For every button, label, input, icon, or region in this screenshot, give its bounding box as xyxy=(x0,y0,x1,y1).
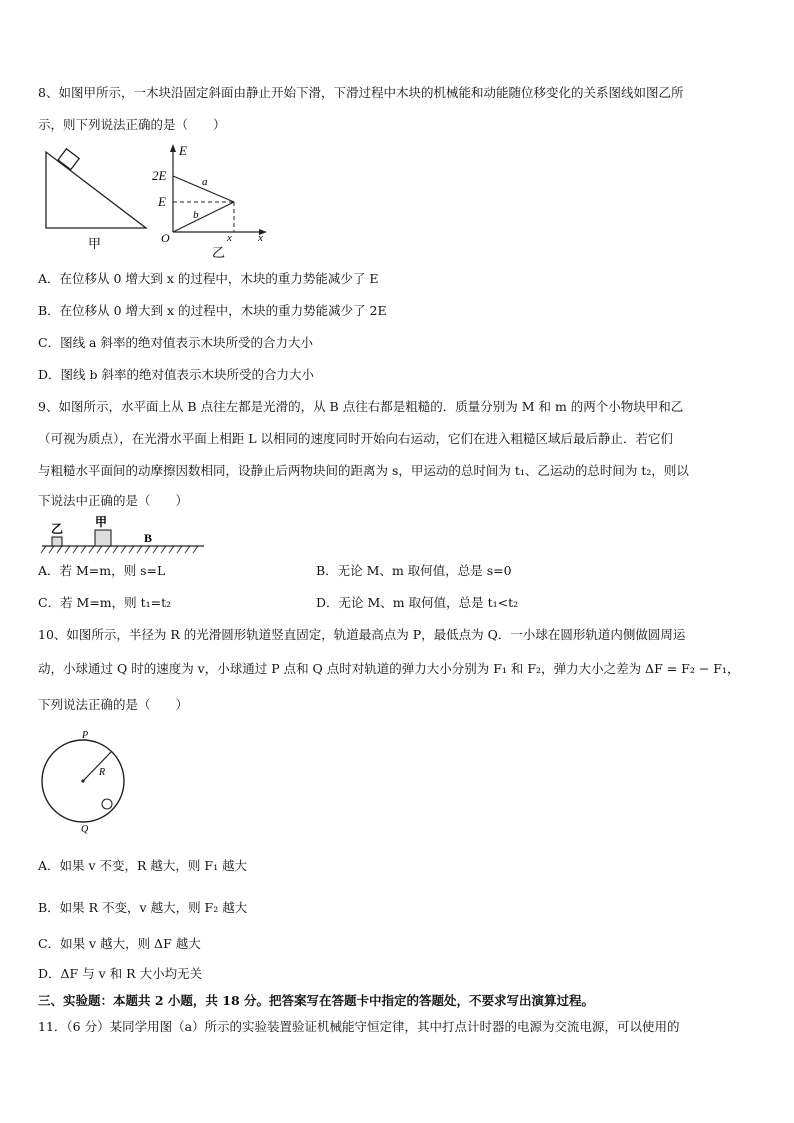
q9-stem-line1: 9、如图所示，水平面上从 B 点往左都是光滑的，从 B 点往右都是粗糙的．质量分别为 M 和 m 的两个小物块甲和乙 xyxy=(38,399,684,414)
q8-stem-line2: 示，则下列说法正确的是（ ） xyxy=(38,117,226,132)
svg-text:2E: 2E xyxy=(152,168,167,183)
svg-text:x: x xyxy=(227,232,232,244)
q9-option-a: A．若 M=m，则 s=L xyxy=(38,563,166,578)
q10-figure-circle xyxy=(38,728,128,836)
q10-option-d: D．ΔF 与 v 和 R 大小均无关 xyxy=(38,966,203,981)
q9-stem-line4: 下说法中正确的是（ ） xyxy=(38,493,189,508)
q11-stem-line1: 11．（6 分）某同学用图（a）所示的实验装置验证机械能守恒定律，其中打点计时器的电源为交流电源，可以使用的 xyxy=(38,1019,680,1034)
q8-fig-jia-label: 甲 xyxy=(88,236,102,251)
q9-stem-line3: 与粗糙水平面间的动摩擦因数相同，设静止后两物块间的距离为 s，甲运动的总时间为 t₁、乙运动的总时间为 t₂，则以 xyxy=(38,463,689,478)
q10-option-c: C．如果 v 越大，则 ΔF 越大 xyxy=(38,936,201,951)
q8-figure-graph xyxy=(150,140,275,262)
q8-option-b: B．在位移从 0 增大到 x 的过程中，木块的重力势能减少了 2E xyxy=(38,303,387,318)
q8-option-a: A．在位移从 0 增大到 x 的过程中，木块的重力势能减少了 E xyxy=(38,271,379,286)
svg-text:甲: 甲 xyxy=(95,515,108,529)
svg-text:B: B xyxy=(144,531,153,545)
q8-option-c: C．图线 a 斜率的绝对值表示木块所受的合力大小 xyxy=(38,335,313,350)
q9-option-b: B．无论 M、m 取何值，总是 s=0 xyxy=(316,563,512,578)
q9-figure xyxy=(38,510,210,556)
q8-figure-incline xyxy=(38,146,150,254)
q10-option-b: B．如果 R 不变，v 越大，则 F₂ 越大 xyxy=(38,900,248,915)
small-ball xyxy=(102,799,112,809)
q10-option-a: A．如果 v 不变，R 越大，则 F₁ 越大 xyxy=(38,858,248,873)
svg-text:O: O xyxy=(161,231,170,245)
svg-text:Q: Q xyxy=(81,824,89,835)
q9-option-d: D．无论 M、m 取何值，总是 t₁<t₂ xyxy=(316,595,519,610)
svg-text:x: x xyxy=(258,232,263,244)
block-jia xyxy=(95,530,111,546)
svg-text:E: E xyxy=(179,143,187,158)
svg-text:b: b xyxy=(193,209,199,221)
svg-text:R: R xyxy=(99,767,106,778)
q9-stem-line2: （可视为质点），在光滑水平面上相距 L 以相同的速度同时开始向右运动，它们在进入粗糙区域后最后静止．若它们 xyxy=(38,431,673,446)
svg-text:乙: 乙 xyxy=(51,522,64,536)
q10-stem-line2: 动，小球通过 Q 时的速度为 v，小球通过 P 点和 Q 点时对轨道的弹力大小分别为 F₁ 和 F₂，弹力大小之差为 ΔF = F₂ − F₁， xyxy=(38,661,740,676)
q9-option-c: C．若 M=m，则 t₁=t₂ xyxy=(38,595,172,610)
q10-stem-line1: 10、如图所示，半径为 R 的光滑圆形轨道竖直固定，轨道最高点为 P，最低点为 Q．一小球在圆形轨道内侧做圆周运 xyxy=(38,627,686,642)
q10-stem-line3: 下列说法正确的是（ ） xyxy=(38,697,189,712)
svg-text:乙: 乙 xyxy=(212,245,226,260)
svg-text:E: E xyxy=(158,194,166,209)
q8-option-d: D．图线 b 斜率的绝对值表示木块所受的合力大小 xyxy=(38,367,314,382)
section3-heading: 三、实验题：本题共 2 小题，共 18 分。把答案写在答题卡中指定的答题处，不要求写出演算过程。 xyxy=(38,993,595,1008)
q8-stem-line1: 8、如图甲所示，一木块沿固定斜面由静止开始下滑，下滑过程中木块的机械能和动能随位移变化的关系图线如图乙所 xyxy=(38,85,684,100)
svg-text:a: a xyxy=(202,176,208,188)
svg-text:P: P xyxy=(82,730,89,741)
block-yi xyxy=(52,537,62,546)
